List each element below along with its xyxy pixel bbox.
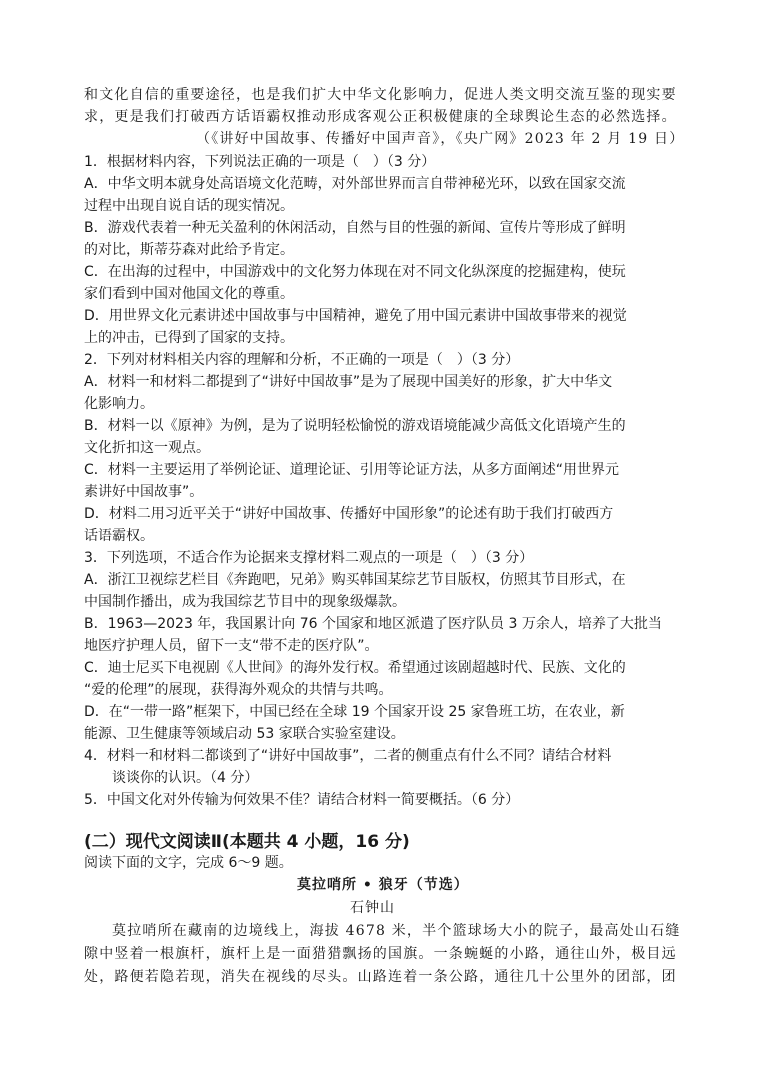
q3-option-a-cont: 中国制作播出，成为我国综艺节目中的现象级爆款。 (84, 594, 406, 610)
q1-option-d-cont: 上的冲击，已得到了国家的支持。 (84, 330, 294, 346)
passage-citation: （《讲好中国故事、传播好中国声音》，《央广网》2023 年 2 月 19 日） (196, 131, 685, 147)
q2-option-b: B．材料一以《原神》为例，是为了说明轻松愉悦的游戏语境能减少高低文化语境产生的 (84, 418, 626, 434)
q1-option-d: D．用世界文化元素讲述中国故事与中国精神，避免了用中国元素讲中国故事带来的视觉 (84, 308, 627, 324)
q2-option-c: C．材料一主要运用了举例论证、道理论证、引用等论证方法，从多方面阐述“用世界元 (84, 462, 620, 478)
q2-option-a: A．材料一和材料二都提到了“讲好中国故事”是为了展现中国美好的形象，扩大中华文 (84, 374, 613, 390)
question-4-stem-cont: 谈谈你的认识。（4 分） (112, 770, 259, 786)
q2-option-b-cont: 文化折扣这一观点。 (84, 440, 210, 456)
q2-option-a-cont: 化影响力。 (84, 396, 154, 412)
question-3-stem: 3．下列选项，不适合作为论据来支撑材料二观点的一项是（ ）（3 分） (84, 550, 534, 566)
q2-option-d: D．材料二用习近平关于“讲好中国故事、传播好中国形象”的论述有助于我们打破西方 (84, 506, 614, 522)
q1-option-a-cont: 过程中出现自说自话的现实情况。 (84, 198, 294, 214)
question-5-stem: 5．中国文化对外传输为何效果不佳？请结合材料一简要概括。（6 分） (84, 792, 520, 808)
section-heading: (二）现代文阅读Ⅱ(本题共 4 小题，16 分) (84, 832, 410, 852)
q3-option-d-cont: 能源、卫生健康等领域启动 53 家联合实验室建设。 (84, 726, 405, 742)
q3-option-a: A．浙江卫视综艺栏目《奔跑吧，兄弟》购买韩国某综艺节目版权，仿照其节目形式，在 (84, 572, 626, 588)
q3-option-c-cont: “爱的伦理”的展现，获得海外观众的共情与共鸣。 (84, 682, 393, 698)
section-instruction: 阅读下面的文字，完成 6～9 题。 (84, 855, 293, 871)
q1-option-a: A．中华文明本就身处高语境文化范畴，对外部世界而言自带神秘光环，以致在国家交流 (84, 176, 626, 192)
question-1-stem: 1．根据材料内容，下列说法正确的一项是（ ）（3 分） (84, 154, 436, 170)
article-title: 莫拉哨所 • 狼牙（节选） (297, 877, 469, 893)
article-author: 石钟山 (350, 900, 395, 916)
question-2-stem: 2．下列对材料相关内容的理解和分析，不正确的一项是（ ）（3 分） (84, 352, 520, 368)
question-4-stem: 4．材料一和材料二都谈到了“讲好中国故事”，二者的侧重点有什么不同？请结合材料 (84, 748, 612, 764)
q3-option-b: B．1963—2023 年，我国累计向 76 个国家和地区派遣了医疗队员 3 万余人，培养了大批当 (84, 616, 662, 632)
article-paragraph-line: 莫拉哨所在藏南的边境线上，海拔 4678 米，半个篮球场大小的院子，最高处山石缝 (112, 923, 681, 939)
article-paragraph-line: 处，路便若隐若现，消失在视线的尽头。山路连着一条公路，通往几十公里外的团部，团 (84, 969, 677, 985)
article-paragraph-line: 隙中竖着一根旗杆，旗杆上是一面猎猎飘扬的国旗。一条蜿蜒的小路，通往山外，极目远 (84, 946, 677, 962)
q1-option-c: C．在出海的过程中，中国游戏中的文化努力体现在对不同文化纵深度的挖掘建构，使玩 (84, 264, 626, 280)
passage-line: 求，更是我们打破西方话语霸权推动形成客观公正积极健康的全球舆论生态的必然选择。 (84, 109, 677, 125)
q1-option-c-cont: 家们看到中国对他国文化的尊重。 (84, 286, 294, 302)
q1-option-b-cont: 的对比，斯蒂芬森对此给予肯定。 (84, 242, 294, 258)
q3-option-c: C．迪士尼买下电视剧《人世间》的海外发行权。希望通过该剧超越时代、民族、文化的 (84, 660, 626, 676)
q2-option-c-cont: 素讲好中国故事”。 (84, 484, 204, 500)
q3-option-d: D．在“一带一路”框架下，中国已经在全球 19 个国家开设 25 家鲁班工坊，在农业，新 (84, 704, 625, 720)
passage-line: 和文化自信的重要途径，也是我们扩大中华文化影响力，促进人类文明交流互鉴的现实要 (84, 87, 677, 103)
q3-option-b-cont: 地医疗护理人员，留下一支“带不走的医疗队”。 (84, 638, 379, 654)
q1-option-b: B．游戏代表着一种无关盈利的休闲活动，自然与目的性强的新闻、宣传片等形成了鲜明 (84, 220, 626, 236)
q2-option-d-cont: 话语霸权。 (84, 528, 154, 544)
